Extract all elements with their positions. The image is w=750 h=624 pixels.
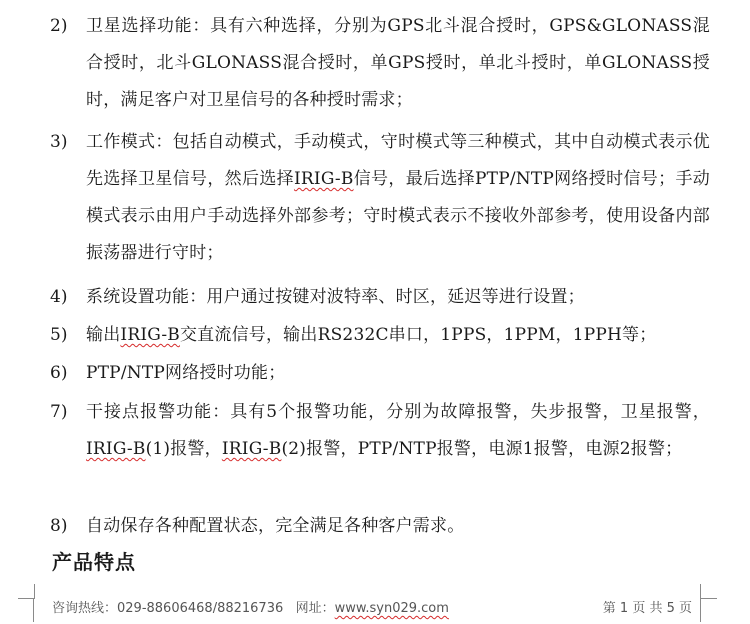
section-heading: 产品特点 [52, 550, 136, 574]
item-text: 卫星选择功能：具有六种选择，分别为GPS北斗混合授时，GPS&GLONASS混合授时，北斗GLONASS混合授时，单GPS授时，单北斗授时，单GLONASS授时，满足客户对卫星信号的各种授时需求； [86, 16, 710, 110]
item-number: 7) [50, 402, 68, 422]
item-number: 2) [50, 16, 68, 36]
website-link[interactable]: www.syn029.com [334, 601, 449, 616]
irig-b-term: IRIG-B [293, 169, 354, 189]
irig-b-term: IRIG-B [120, 325, 180, 345]
item-number: 4) [50, 287, 68, 307]
list-item-6 [50, 355, 710, 392]
footer-contact [52, 597, 449, 616]
page-corner-mark [18, 584, 35, 599]
item-number: 8) [50, 516, 68, 536]
page-number: 第 1 页 共 5 页 [602, 601, 692, 616]
hotline-label: 咨询热线： [52, 601, 118, 616]
page-corner-mark [700, 598, 701, 622]
list-item-8 [50, 508, 710, 545]
list-item-7 [50, 394, 710, 468]
hotline-value: 029-88606468/88216736 [117, 601, 284, 616]
item-text: 自动保存各种配置状态，完全满足各种客户需求。 [86, 516, 465, 536]
website-label: 网址： [295, 601, 335, 616]
item-number: 5) [50, 325, 68, 345]
list-item-4 [50, 279, 710, 316]
page-corner-mark [33, 598, 34, 622]
page-corner-mark [700, 584, 717, 599]
item-text: 干接点报警功能：具有5个报警功能，分别为故障报警，失步报警，卫星报警，IRIG-B(1)报警，IRIG-B(2)报警，PTP/NTP报警，电源1报警，电源2报警； [86, 402, 710, 459]
irig-b-term: IRIG-B [221, 439, 282, 459]
item-text: 输出IRIG-B交直流信号，输出RS232C串口，1PPS，1PPM，1PPH等； [86, 325, 657, 345]
item-number: 6) [50, 363, 68, 383]
irig-b-term: IRIG-B [86, 439, 146, 459]
list-item-2 [50, 8, 710, 119]
item-text: PTP/NTP网络授时功能； [86, 363, 286, 383]
list-item-5 [50, 317, 710, 354]
item-text: 工作模式：包括自动模式，手动模式，守时模式等三种模式，其中自动模式表示优先选择卫星信号，然后选择IRIG-B信号，最后选择PTP/NTP网络授时信号；手动模式表示由用户手动选择外部参考；守时模式表示不接收外部参考，使用设备内部振荡器进行守时； [86, 132, 710, 263]
list-item-3 [50, 124, 710, 272]
item-text: 系统设置功能：用户通过按键对波特率、时区，延迟等进行设置； [86, 287, 585, 307]
item-number: 3) [50, 132, 68, 152]
